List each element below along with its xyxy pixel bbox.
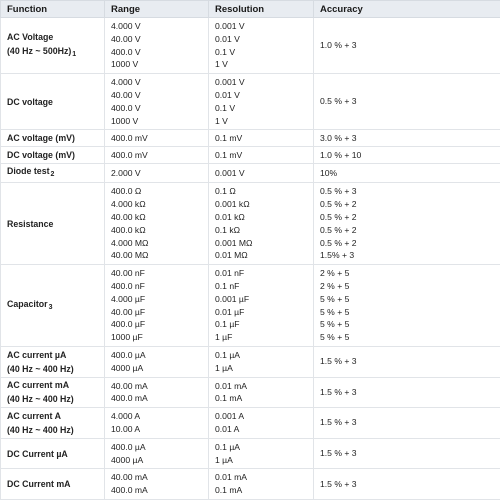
range-value: 400.0 Ω — [111, 186, 142, 197]
accuracy-value: 1.0 % + 10 — [320, 150, 362, 161]
range-value: 400.0 mV — [111, 133, 148, 144]
resolution-value: 0.1 mV — [215, 133, 243, 144]
function-label: DC voltage — [7, 96, 53, 107]
resolution-cell — [209, 164, 314, 183]
resolution-value: 0.001 MΩ — [215, 237, 253, 248]
function-cell — [1, 438, 105, 469]
range-value: 10.00 A — [111, 423, 141, 434]
table-row — [1, 438, 500, 469]
accuracy-value: 1.5% + 3 — [320, 250, 355, 261]
function-cell — [1, 469, 105, 500]
resolution-value: 0.1 µA — [215, 349, 241, 360]
range-value: 400.0 mA — [111, 393, 148, 404]
range-cell — [105, 147, 209, 164]
range-value: 4.000 MΩ — [111, 237, 149, 248]
function-label: AC voltage (mV) — [7, 133, 75, 144]
accuracy-cell — [314, 408, 500, 439]
range-cell — [105, 408, 209, 439]
accuracy-cell — [314, 438, 500, 469]
function-cell — [1, 408, 105, 439]
range-value: 4000 µA — [111, 454, 144, 465]
resolution-value: 0.001 µF — [215, 293, 250, 304]
accuracy-value: 10% — [320, 168, 338, 179]
function-label: Capacitor — [7, 298, 48, 309]
resolution-value: 0.01 A — [215, 423, 240, 434]
header-row — [1, 1, 500, 18]
range-value: 400.0 V — [111, 46, 141, 57]
accuracy-cell — [314, 265, 500, 347]
function-cell — [1, 130, 105, 147]
resolution-value: 0.1 V — [215, 102, 236, 113]
range-cell — [105, 469, 209, 500]
resolution-value: 0.1 nF — [215, 280, 240, 291]
resolution-value: 0.001 kΩ — [215, 199, 250, 210]
range-value: 400.0 nF — [111, 280, 145, 291]
accuracy-cell — [314, 183, 500, 265]
resolution-value: 0.01 kΩ — [215, 211, 245, 222]
table-row — [1, 377, 500, 408]
resolution-cell — [209, 469, 314, 500]
resolution-value: 1 V — [215, 115, 228, 126]
resolution-value: 0.1 µF — [215, 319, 240, 330]
range-value: 4.000 kΩ — [111, 199, 146, 210]
resolution-cell — [209, 408, 314, 439]
accuracy-value: 3.0 % + 3 — [320, 133, 357, 144]
resolution-value: 0.01 nF — [215, 268, 245, 279]
accuracy-value: 0.5 % + 2 — [320, 199, 357, 210]
range-value: 40.00 V — [111, 33, 141, 44]
range-cell — [105, 74, 209, 130]
function-label: DC voltage (mV) — [7, 150, 75, 161]
resolution-cell — [209, 18, 314, 74]
accuracy-value: 1.5 % + 3 — [320, 386, 357, 397]
resolution-cell — [209, 147, 314, 164]
function-label: AC Voltage — [7, 31, 54, 42]
resolution-value: 0.01 mA — [215, 380, 248, 391]
resolution-value: 0.1 Ω — [215, 186, 236, 197]
range-cell — [105, 265, 209, 347]
table-row — [1, 265, 500, 347]
accuracy-value: 1.5 % + 3 — [320, 356, 357, 367]
function-label: (40 Hz ~ 500Hz) — [7, 45, 72, 56]
function-cell — [1, 346, 105, 377]
accuracy-value: 0.5 % + 2 — [320, 211, 357, 222]
accuracy-cell — [314, 74, 500, 130]
range-value: 40.00 mA — [111, 472, 148, 483]
table-row — [1, 408, 500, 439]
footnote-marker: 2 — [50, 171, 55, 179]
header-resolution: Resolution — [209, 1, 314, 18]
resolution-cell — [209, 74, 314, 130]
table-row — [1, 183, 500, 265]
resolution-value: 0.01 µF — [215, 306, 245, 317]
function-label: (40 Hz ~ 400 Hz) — [7, 363, 74, 374]
resolution-cell — [209, 265, 314, 347]
range-value: 40.00 mA — [111, 380, 148, 391]
accuracy-value: 1.5 % + 3 — [320, 417, 357, 428]
resolution-value: 0.001 V — [215, 21, 245, 31]
range-value: 40.00 µF — [111, 306, 146, 317]
header-accuracy: Accuracy — [314, 1, 500, 18]
range-value: 400.0 µA — [111, 441, 146, 452]
range-value: 40.00 nF — [111, 268, 145, 279]
resolution-cell — [209, 438, 314, 469]
resolution-cell — [209, 346, 314, 377]
accuracy-cell — [314, 147, 500, 164]
function-cell — [1, 265, 105, 347]
range-value: 40.00 V — [111, 89, 141, 100]
range-value: 400.0 µA — [111, 349, 146, 360]
accuracy-cell — [314, 469, 500, 500]
table-row — [1, 130, 500, 147]
function-label: Resistance — [7, 218, 54, 229]
resolution-value: 0.01 MΩ — [215, 250, 248, 261]
function-cell — [1, 183, 105, 265]
accuracy-value: 5 % + 5 — [320, 293, 350, 304]
range-value: 4.000 A — [111, 411, 141, 422]
accuracy-value: 0.5 % + 3 — [320, 96, 357, 107]
range-value: 400.0 mV — [111, 150, 148, 161]
accuracy-cell — [314, 130, 500, 147]
accuracy-cell — [314, 377, 500, 408]
accuracy-value: 0.5 % + 2 — [320, 224, 357, 235]
resolution-value: 1 µA — [215, 362, 233, 373]
range-cell — [105, 18, 209, 74]
accuracy-value: 1.5 % + 3 — [320, 478, 357, 489]
range-cell — [105, 130, 209, 147]
table-row — [1, 164, 500, 183]
resolution-cell — [209, 183, 314, 265]
resolution-value: 0.001 V — [215, 168, 245, 179]
header-range: Range — [105, 1, 209, 18]
range-value: 4.000 V — [111, 21, 141, 31]
range-value: 1000 V — [111, 59, 139, 70]
range-value: 4000 µA — [111, 362, 144, 373]
footnote-marker: 3 — [48, 303, 53, 311]
resolution-value: 0.001 V — [215, 77, 245, 88]
accuracy-value: 5 % + 5 — [320, 306, 350, 317]
table-row — [1, 18, 500, 74]
table-body — [1, 18, 500, 500]
resolution-value: 1 µA — [215, 454, 233, 465]
accuracy-value: 2 % + 5 — [320, 268, 350, 279]
function-cell — [1, 147, 105, 164]
range-cell — [105, 346, 209, 377]
range-value: 40.00 kΩ — [111, 211, 146, 222]
accuracy-cell — [314, 346, 500, 377]
accuracy-value: 2 % + 5 — [320, 280, 350, 291]
resolution-value: 1 µF — [215, 332, 233, 343]
function-label: AC current A — [7, 410, 61, 421]
function-cell — [1, 74, 105, 130]
table-row — [1, 469, 500, 500]
range-value: 400.0 mA — [111, 485, 148, 496]
resolution-value: 0.1 mA — [215, 485, 243, 496]
function-label: (40 Hz ~ 400 Hz) — [7, 424, 74, 435]
function-label: AC current µA — [7, 349, 67, 360]
accuracy-cell — [314, 18, 500, 74]
function-label: DC Current µA — [7, 448, 68, 459]
resolution-value: 0.01 V — [215, 33, 240, 44]
range-value: 400.0 µF — [111, 319, 146, 330]
resolution-cell — [209, 377, 314, 408]
accuracy-value: 5 % + 5 — [320, 332, 350, 343]
function-label: (40 Hz ~ 400 Hz) — [7, 394, 74, 405]
function-label: AC current mA — [7, 380, 70, 391]
range-value: 400.0 V — [111, 102, 141, 113]
resolution-value: 0.1 mA — [215, 393, 243, 404]
accuracy-value: 1.0 % + 3 — [320, 40, 357, 51]
resolution-value: 0.1 V — [215, 46, 236, 57]
accuracy-value: 0.5 % + 2 — [320, 237, 357, 248]
resolution-value: 1 V — [215, 59, 228, 70]
function-cell — [1, 377, 105, 408]
table-row — [1, 74, 500, 130]
range-value: 1000 V — [111, 115, 139, 126]
range-value: 1000 µF — [111, 332, 143, 343]
range-value: 40.00 MΩ — [111, 250, 149, 261]
range-cell — [105, 438, 209, 469]
table-row — [1, 346, 500, 377]
resolution-value: 0.1 µA — [215, 441, 241, 452]
resolution-value: 0.01 V — [215, 89, 240, 100]
range-cell — [105, 377, 209, 408]
range-value: 4.000 V — [111, 77, 141, 88]
accuracy-value: 5 % + 5 — [320, 319, 350, 330]
accuracy-cell — [314, 164, 500, 183]
range-value: 400.0 kΩ — [111, 224, 146, 235]
function-label: Diode test — [7, 166, 50, 177]
accuracy-value: 0.5 % + 3 — [320, 186, 357, 197]
table-header — [1, 1, 500, 18]
footnote-marker: 1 — [72, 50, 77, 58]
resolution-cell — [209, 130, 314, 147]
resolution-value: 0.001 A — [215, 411, 245, 422]
range-cell — [105, 183, 209, 265]
function-label: DC Current mA — [7, 479, 71, 490]
function-cell — [1, 164, 105, 183]
range-value: 4.000 µF — [111, 293, 146, 304]
range-value: 2.000 V — [111, 168, 141, 179]
table-row — [1, 147, 500, 164]
resolution-value: 0.1 kΩ — [215, 224, 241, 235]
range-cell — [105, 164, 209, 183]
header-function: Function — [1, 1, 105, 18]
accuracy-value: 1.5 % + 3 — [320, 448, 357, 459]
function-cell — [1, 18, 105, 74]
resolution-value: 0.01 mA — [215, 472, 248, 483]
resolution-value: 0.1 mV — [215, 150, 243, 161]
